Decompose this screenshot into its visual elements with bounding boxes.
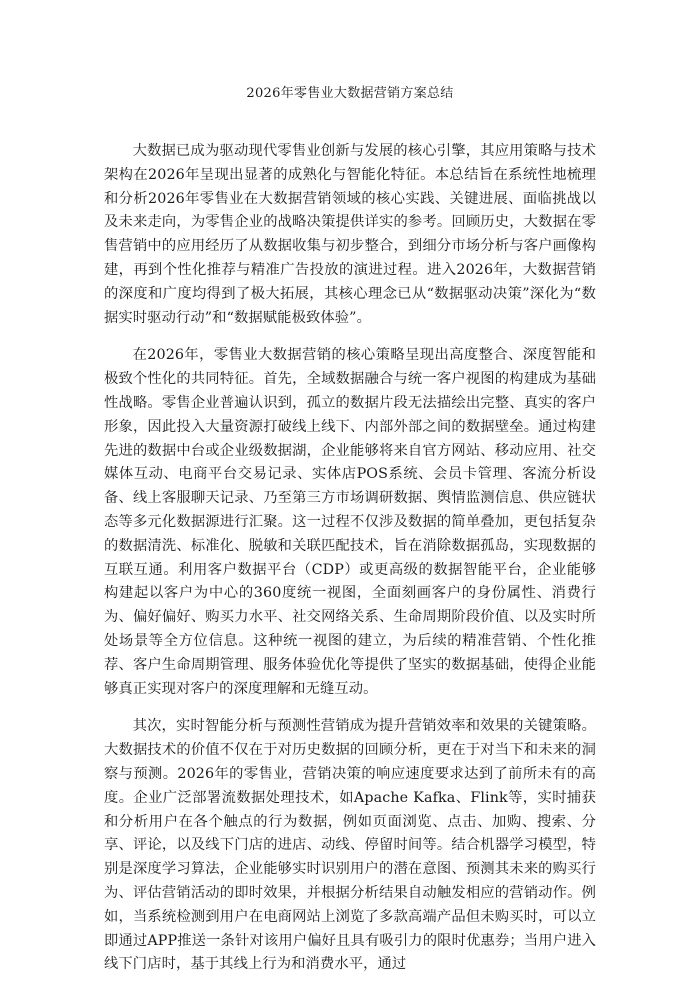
document-body bbox=[104, 140, 596, 991]
paragraph-intro: 大数据已成为驱动现代零售业创新与发展的核心引擎，其应用策略与技术架构在2026年呈现出显著的成熟化与智能化特征。本总结旨在系统性地梳理和分析2026年零售业在大数据营销领域的核心实践、关键进展、面临挑战以及未来走向，为零售企业的战略决策提供详实的参考。回顾历史，大数据在零售营销中的应用经历了从数据收集与初步整合，到细分市场分析与客户画像构建，再到个性化推荐与精准广告投放的演进过程。进入2026年，大数据营销的深度和广度均得到了极大拓展，其核心理念已从“数据驱动决策”深化为“数据实时驱动行动”和“数据赋能极致体验”。 bbox=[104, 143, 596, 326]
paragraph-data-integration: 在2026年，零售业大数据营销的核心策略呈现出高度整合、深度智能和极致个性化的共同特征。首先，全域数据融合与统一客户视图的构建成为基础性战略。零售企业普遍认识到，孤立的数据片段无法描绘出完整、真实的客户形象，因此投入大量资源打破线上线下、内部外部之间的数据壁垒。通过构建先进的数据中台或企业级数据湖，企业能够将来自官方网站、移动应用、社交媒体互动、电商平台交易记录、实体店POS系统、会员卡管理、客流分析设备、线上客服聊天记录、乃至第三方市场调研数据、舆情监测信息、供应链状态等多元化数据源进行汇聚。这一过程不仅涉及数据的简单叠加，更包括复杂的数据清洗、标准化、脱敏和关联匹配技术，旨在消除数据孤岛，实现数据的互联互通。利用客户数据平台（CDP）或更高级的数据智能平台，企业能够构建起以客户为中心的360度统一视图，全面刻画客户的身份属性、消费行为、偏好偏好、购买力水平、社交网络关系、生命周期阶段价值、以及实时所处场景等全方位信息。这种统一视图的建立，为后续的精准营销、个性化推荐、客户生命周期管理、服务体验优化等提供了坚实的数据基础，使得企业能够真正实现对客户的深度理解和无缝互动。 bbox=[104, 347, 596, 697]
paragraph-realtime-analytics: 其次，实时智能分析与预测性营销成为提升营销效率和效果的关键策略。大数据技术的价值不仅在于对历史数据的回顾分析，更在于对当下和未来的洞察与预测。2026年的零售业，营销决策的响应速度要求达到了前所未有的高度。企业广泛部署流数据处理技术，如Apache Kafka、Flink等，实时捕获和分析用户在各个触点的行为数据，例如页面浏览、点击、加购、搜索、分享、评论，以及线下门店的进店、动线、停留时间等。结合机器学习模型，特别是深度学习算法，企业能够实时识别用户的潜在意图、预测其未来的购买行为、评估营销活动的即时效果，并根据分析结果自动触发相应的营销动作。例如，当系统检测到用户在电商网站上浏览了多款高端产品但未购买时，可以立即通过APP推送一条针对该用户偏好且具有吸引力的限时优惠券；当用户进入线下门店时，基于其线上行为和消费水平，通过 bbox=[104, 718, 596, 973]
document-title: 2026年零售业大数据营销方案总结 bbox=[246, 86, 454, 101]
